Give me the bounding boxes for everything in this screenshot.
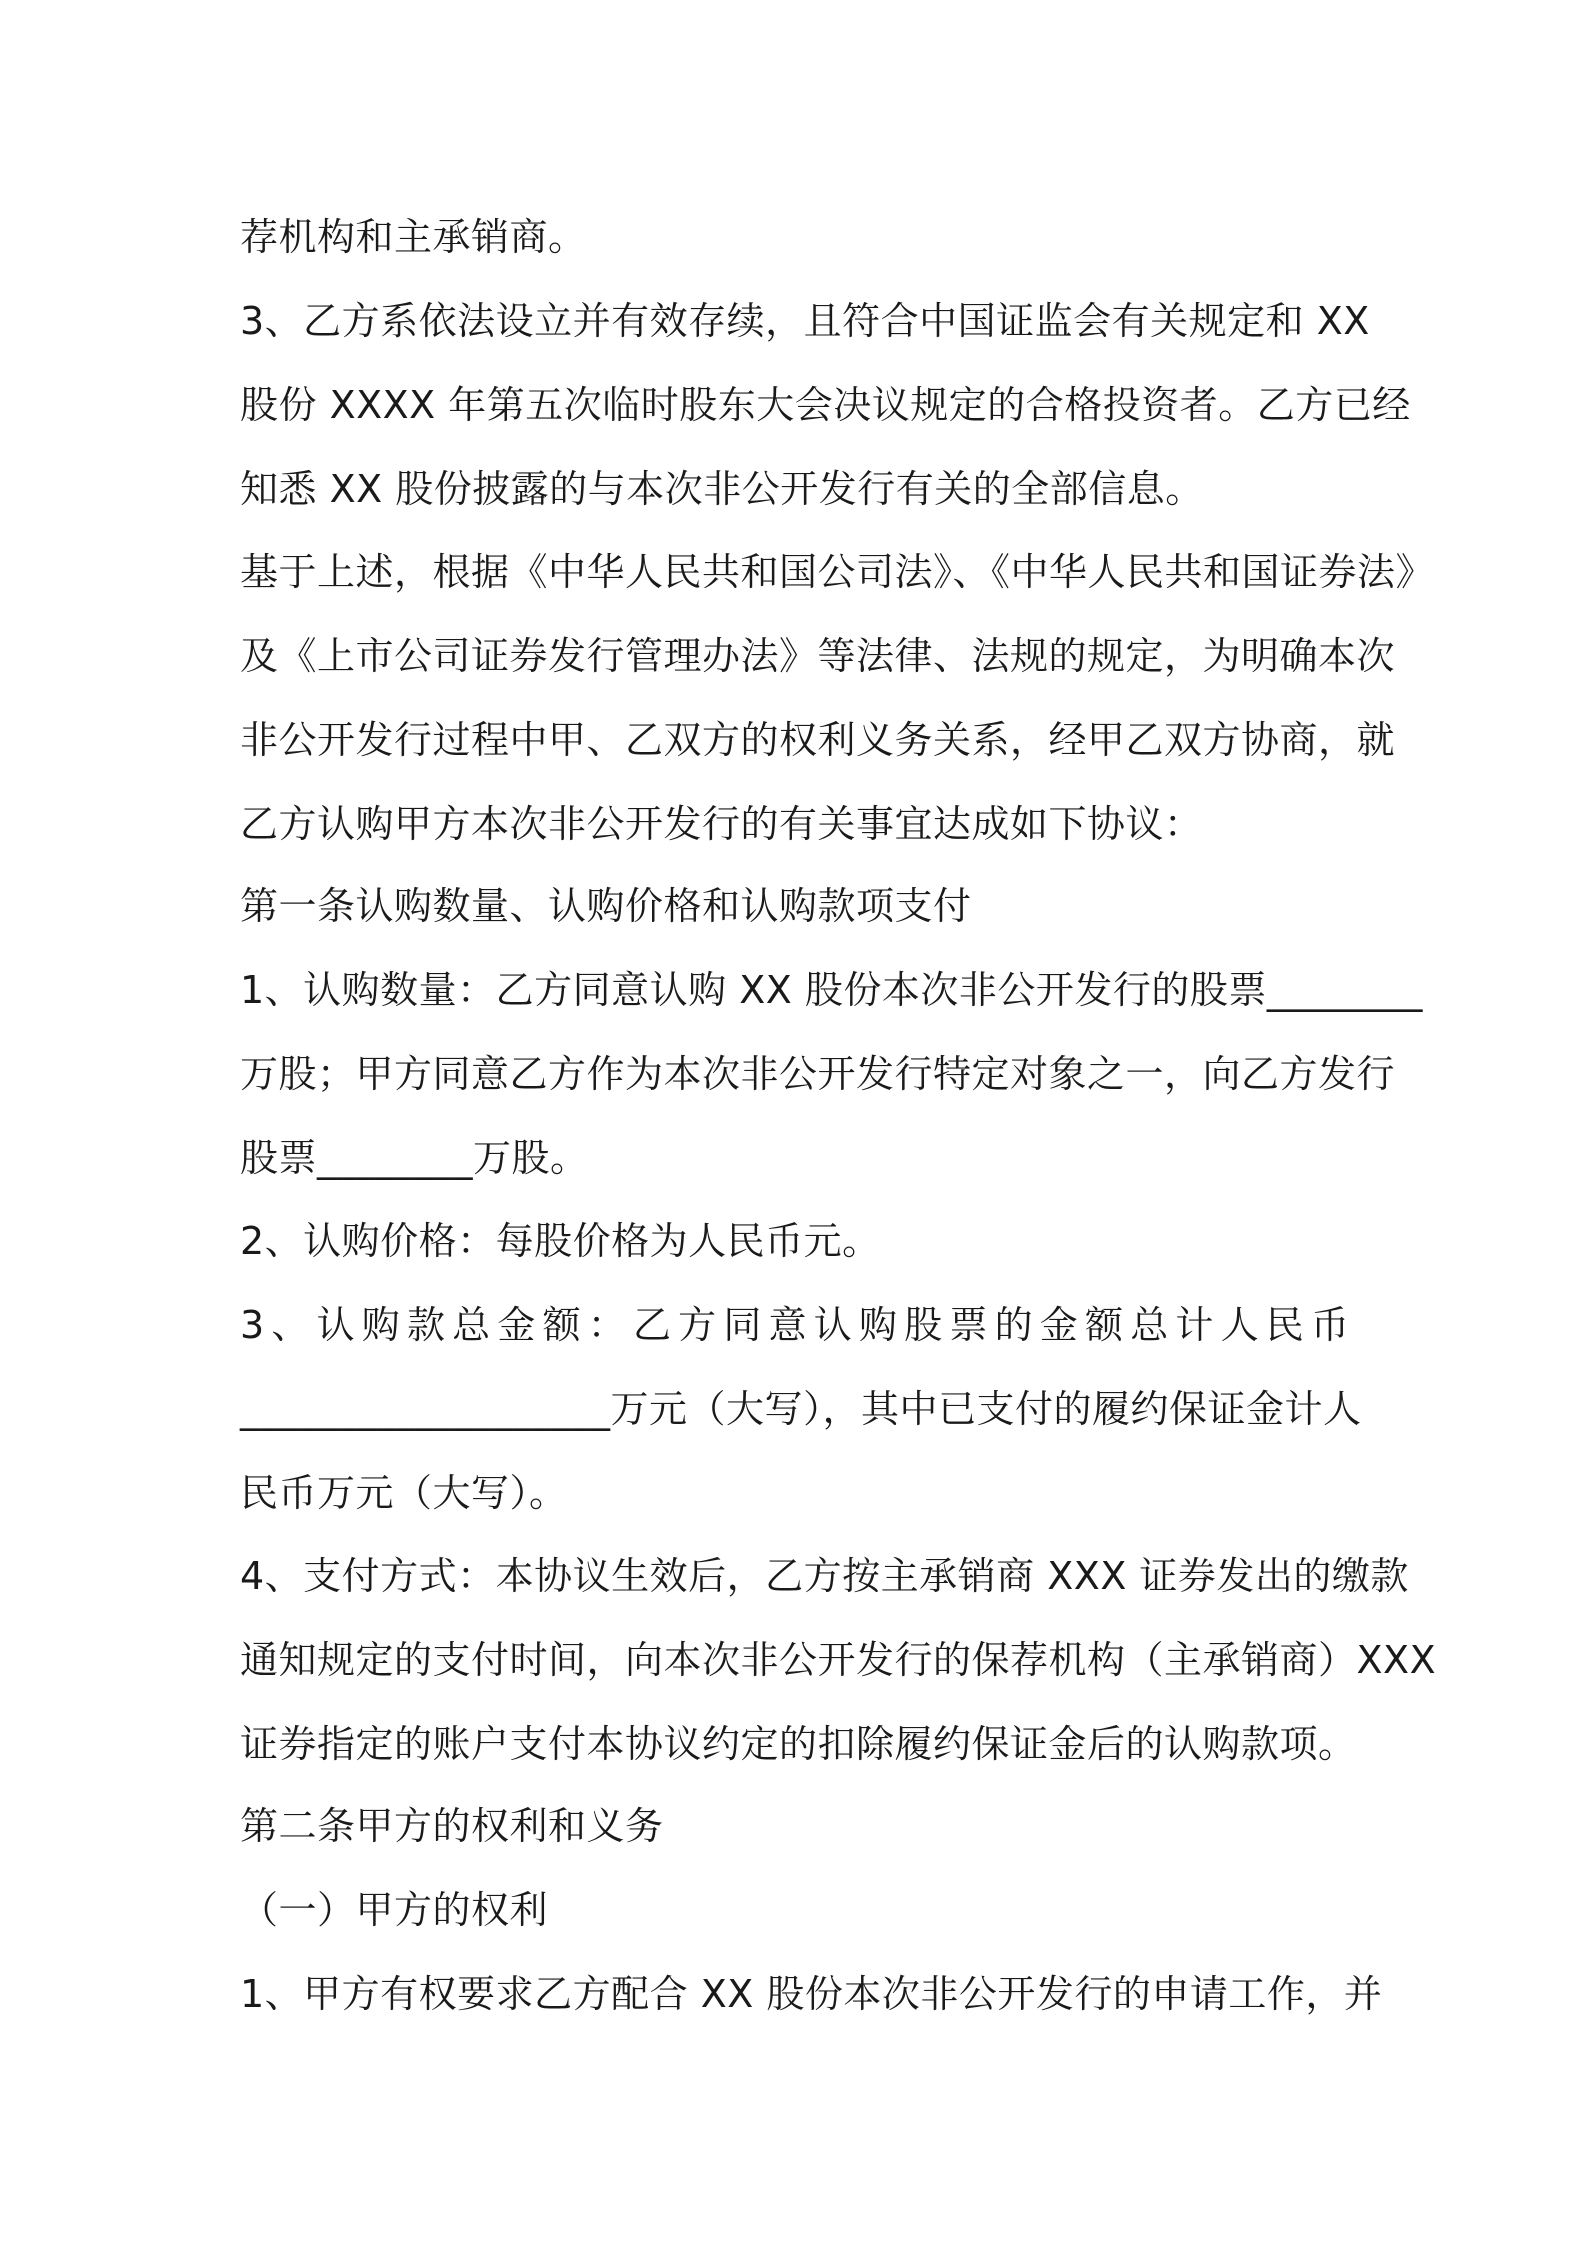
text-line-19: 证券指定的账户支付本协议约定的扣除履约保证金后的认购款项。 <box>240 1722 1357 1766</box>
text-line-17: 4、支付方式：本协议生效后，乙方按主承销商 XXX 证券发出的缴款 <box>240 1554 1409 1598</box>
text-line-4: 知悉 XX 股份披露的与本次非公开发行有关的全部信息。 <box>240 467 1204 511</box>
text-line-18: 通知规定的支付时间，向本次非公开发行的保荐机构（主承销商）XXX <box>240 1638 1437 1682</box>
text-line-10: 1、认购数量：乙方同意认购 XX 股份本次非公开发行的股票________ <box>240 968 1423 1012</box>
text-line-16: 民币万元（大写）。 <box>240 1471 568 1515</box>
text-line-5: 基于上述，根据《中华人民共和国公司法》、《中华人民共和国证券法》 <box>240 550 1435 594</box>
text-line-3: 股份 XXXX 年第五次临时股东大会决议规定的合格投资者。乙方已经 <box>240 383 1411 427</box>
text-line-12: 股票________万股。 <box>240 1136 589 1180</box>
text-line-7: 非公开发行过程中甲、乙双方的权利义务关系，经甲乙双方协商，就 <box>240 718 1396 762</box>
section-heading-1: 第一条认购数量、认购价格和认购款项支付 <box>240 884 972 928</box>
text-line-22: 1、甲方有权要求乙方配合 XX 股份本次非公开发行的申请工作，并 <box>240 1972 1383 2016</box>
text-line-8: 乙方认购甲方本次非公开发行的有关事宜达成如下协议： <box>240 802 1203 846</box>
section-heading-2: 第二条甲方的权利和义务 <box>240 1804 664 1848</box>
text-line-1: 荐机构和主承销商。 <box>240 215 587 259</box>
subsection-heading: （一）甲方的权利 <box>240 1888 549 1932</box>
text-line-14: 3、认购款总金额：乙方同意认购股票的金额总计人民币 <box>240 1303 1356 1347</box>
text-line-13: 2、认购价格：每股价格为人民币元。 <box>240 1219 881 1263</box>
text-line-15: ___________________万元（大写），其中已支付的履约保证金计人 <box>240 1387 1362 1431</box>
text-line-2: 3、乙方系依法设立并有效存续，且符合中国证监会有关规定和 XX <box>240 299 1370 343</box>
text-line-11: 万股；甲方同意乙方作为本次非公开发行特定对象之一，向乙方发行 <box>240 1052 1396 1096</box>
text-line-6: 及《上市公司证券发行管理办法》等法律、法规的规定，为明确本次 <box>240 634 1396 678</box>
